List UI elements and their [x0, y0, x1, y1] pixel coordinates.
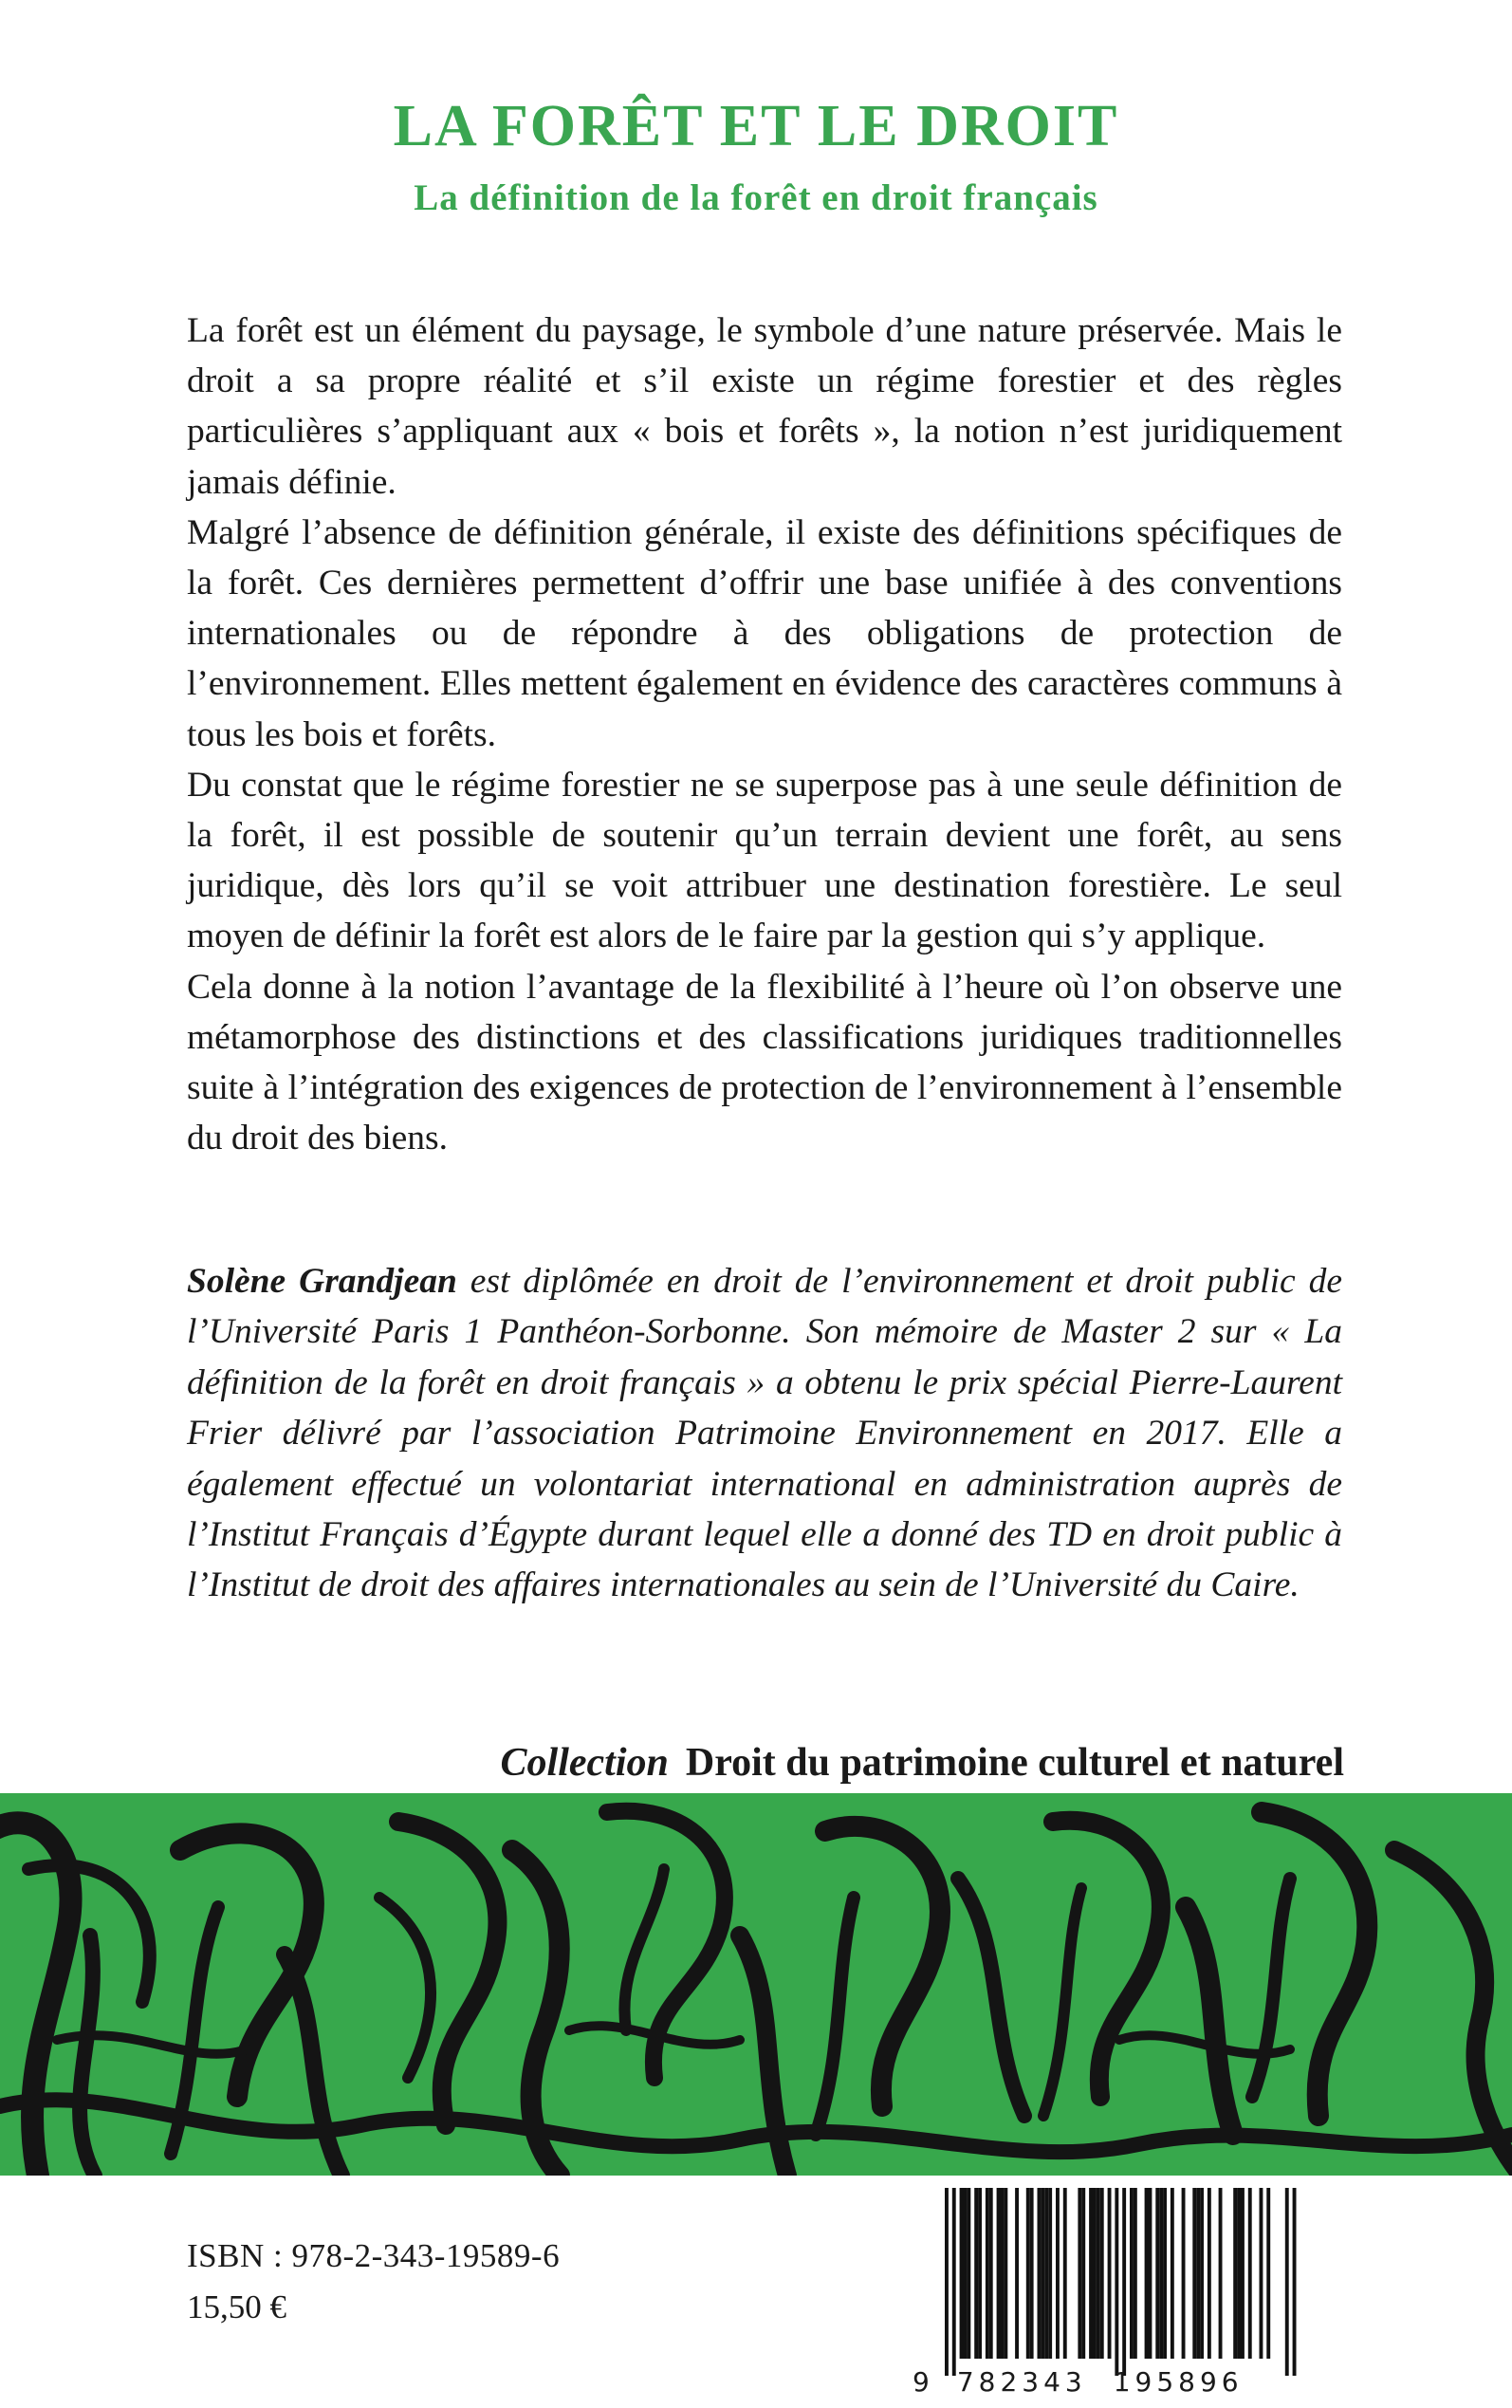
barcode-bar [997, 2188, 1001, 2359]
barcode-bar [1293, 2188, 1297, 2376]
abstract-paragraph: La forêt est un élément du paysage, le symbole d’une nature préservée. Mais le droit a sa propre réalité et s’il existe un régime forestier et des règles particulières s’appliquant aux « bois et forêts », la notion n’est juridiquement jamais définie. [187, 311, 1342, 502]
barcode-bar [960, 2188, 964, 2359]
barcode-right-group: 195896 [1113, 2366, 1244, 2398]
barcode-bar [1004, 2188, 1007, 2359]
barcode-bar [1078, 2188, 1081, 2359]
barcode-bar [1089, 2188, 1093, 2359]
barcode-bar [1134, 2188, 1137, 2359]
barcode-bar [1122, 2188, 1126, 2376]
book-title: LA FORÊT ET LE DROIT [393, 94, 1119, 158]
barcode-left-group: 782343 [956, 2366, 1087, 2398]
barcode-bar [1097, 2188, 1100, 2359]
barcode-bar [1100, 2188, 1104, 2359]
barcode-bar [1241, 2188, 1245, 2359]
barcode-bar [1233, 2188, 1237, 2359]
barcode-bar [1260, 2188, 1263, 2359]
author-bio-text: est diplômée en droit de l’environnement et droit public de l’Université Paris 1 Panthéon-Sorbonne. Son mémoire de Master 2 sur « La définition de la forêt en droit français » a obtenu le prix spécial Pierre-Laurent Frier délivré par l’association Patrimoine Environnement en 2017. Elle a également effectué un volontariat international en administration auprès de l’Institut Français d’Égypte durant lequel elle a donné des TD en droit public à l’Institut de droit des affaires internationales au sein de l’Université du Caire. [187, 1262, 1342, 1605]
barcode-bar [964, 2188, 968, 2359]
barcode-bar [1155, 2188, 1159, 2359]
barcode-bar [1001, 2188, 1005, 2359]
author-bio [187, 1256, 1342, 1611]
barcode-bar [1041, 2188, 1044, 2359]
barcode-bar [1030, 2188, 1034, 2359]
barcode-bar [967, 2188, 970, 2359]
barcode-bar [1063, 2188, 1067, 2359]
barcode-bar [1248, 2188, 1252, 2359]
barcode-bar [1081, 2188, 1085, 2359]
barcode-bar [1159, 2188, 1163, 2359]
barcode-bar [1048, 2188, 1052, 2359]
barcode-digits [913, 2366, 1330, 2398]
barcode-bar [989, 2188, 993, 2359]
barcode-bar [1182, 2188, 1186, 2359]
barcode-bar [1200, 2188, 1204, 2359]
barcode-bar [1192, 2188, 1196, 2359]
barcode-bar [1171, 2188, 1174, 2359]
barcode-bar [1237, 2188, 1241, 2359]
book-subtitle: La définition de la forêt en droit français [414, 177, 1098, 218]
barcode-bar [1056, 2188, 1060, 2359]
isbn: ISBN : 978-2-343-19589-6 [187, 2237, 561, 2274]
barcode-bar [1115, 2188, 1118, 2376]
price: 15,50 € [187, 2288, 286, 2325]
collection-name: Droit du patrimoine culturel et naturel [685, 1741, 1344, 1785]
barcode-bar [1285, 2188, 1289, 2376]
barcode-bar [1044, 2188, 1048, 2359]
barcode-bar [1093, 2188, 1097, 2359]
barcode-bar [1038, 2188, 1042, 2359]
barcode-bar [945, 2188, 949, 2376]
barcode-bar [1130, 2188, 1134, 2359]
barcode-bar [1145, 2188, 1149, 2359]
barcode [903, 2186, 1341, 2406]
abstract-paragraph: Cela donne à la notion l’avantage de la flexibilité à l’heure où l’on observe une métamorphose des distinctions et des classifications juridiques traditionnelles suite à l’intégration des exigences de protection de l’environnement à l’ensemble du droit des biens. [187, 967, 1342, 1158]
barcode-bar [1015, 2188, 1019, 2359]
book-abstract [187, 306, 1342, 1163]
barcode-bar [1163, 2188, 1167, 2359]
barcode-bar [974, 2188, 978, 2359]
collection-label: Collection [500, 1741, 669, 1785]
barcode-bar [986, 2188, 989, 2359]
barcode-bar [1219, 2188, 1223, 2359]
cover-artwork-band [0, 1793, 1512, 2176]
abstract-paragraph: Du constat que le régime forestier ne se superpose pas à une seule définition de la forêt, il est possible de soutenir qu’un terrain devient une forêt, au sens juridique, dès lors qu’il se voit attribuer une destination forestière. Le seul moyen de définir la forêt est alors de le faire par la gestion qui s’y applique. [187, 765, 1342, 956]
barcode-bar [1108, 2188, 1112, 2359]
barcode-bar [1026, 2188, 1030, 2359]
collection-line [501, 1740, 1344, 1786]
barcode-first-digit: 9 [913, 2366, 934, 2398]
barcode-bar [1196, 2188, 1200, 2359]
barcode-bar [952, 2188, 956, 2376]
abstract-paragraph: Malgré l’absence de définition générale, il existe des définitions spécifiques de la forêt. Ces dernières permettent d’offrir une base unifiée à des conventions internationales ou de répondre à des obligations de protection de l’environnement. Elles mettent également en évidence des caractères communs à tous les bois et forêts. [187, 512, 1342, 754]
barcode-bar [978, 2188, 982, 2359]
author-name: Solène Grandjean [187, 1262, 457, 1301]
barcode-bar [1208, 2188, 1211, 2359]
barcode-bar [1266, 2188, 1270, 2359]
barcode-bar [1149, 2188, 1152, 2359]
